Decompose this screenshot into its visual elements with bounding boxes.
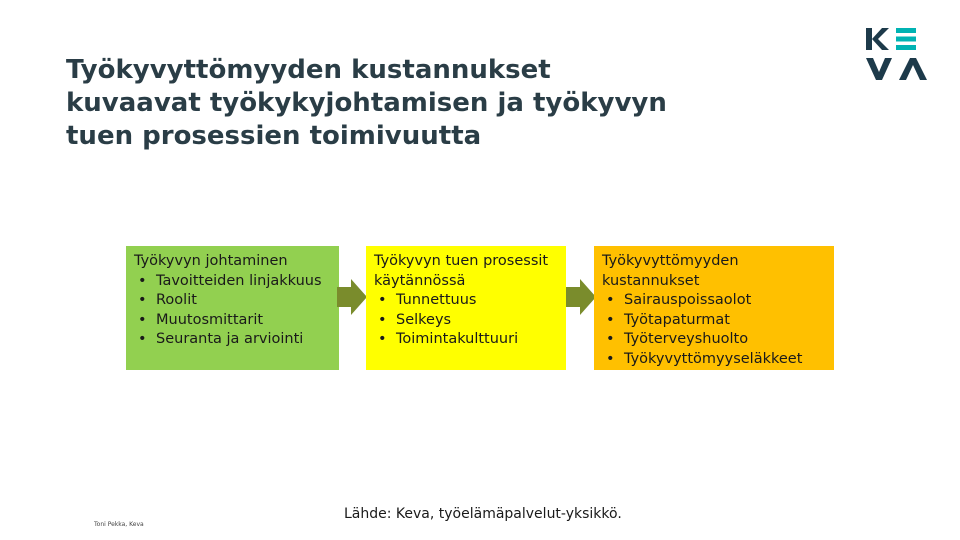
list-item: • Selkeys [374,311,558,331]
slide-title [66,54,766,153]
box-title: Työkyvyn tuen prosessit käytännössä [374,253,549,289]
list-item: • Työterveyshuolto [602,330,826,350]
box-bullet-list [134,272,331,350]
box-bullet-list [374,291,558,350]
process-box-leadership [126,246,339,370]
list-item: • Tavoitteiden linjakkuus [134,272,331,292]
keva-logo [862,24,938,84]
box-bullet-list [602,291,826,369]
box-title: Työkyvyttömyyden kustannukset [602,253,739,289]
list-item: • Työkyvyttömyyseläkkeet [602,350,826,370]
list-item: • Sairauspoissaolot [602,291,826,311]
process-box-costs [594,246,834,370]
list-item: • Työtapaturmat [602,311,826,331]
source-note: Lähde: Keva, työelämäpalvelut-yksikkö. [344,506,622,522]
list-item: • Toimintakulttuuri [374,330,558,350]
title-line: kuvaavat työkykyjohtamisen ja työkyvyn [66,88,667,118]
footer-author: Toni Pekka, Keva [94,521,144,528]
arrow-right-icon [566,279,596,315]
title-line: Työkyvyttömyyden kustannukset [66,55,551,85]
list-item: • Muutosmittarit [134,311,331,331]
list-item: • Tunnettuus [374,291,558,311]
list-item: • Seuranta ja arviointi [134,330,331,350]
box-title: Työkyvyn johtaminen [134,253,288,269]
list-item: • Roolit [134,291,331,311]
arrow-right-icon [337,279,367,315]
process-box-support [366,246,566,370]
title-line: tuen prosessien toimivuutta [66,121,482,151]
